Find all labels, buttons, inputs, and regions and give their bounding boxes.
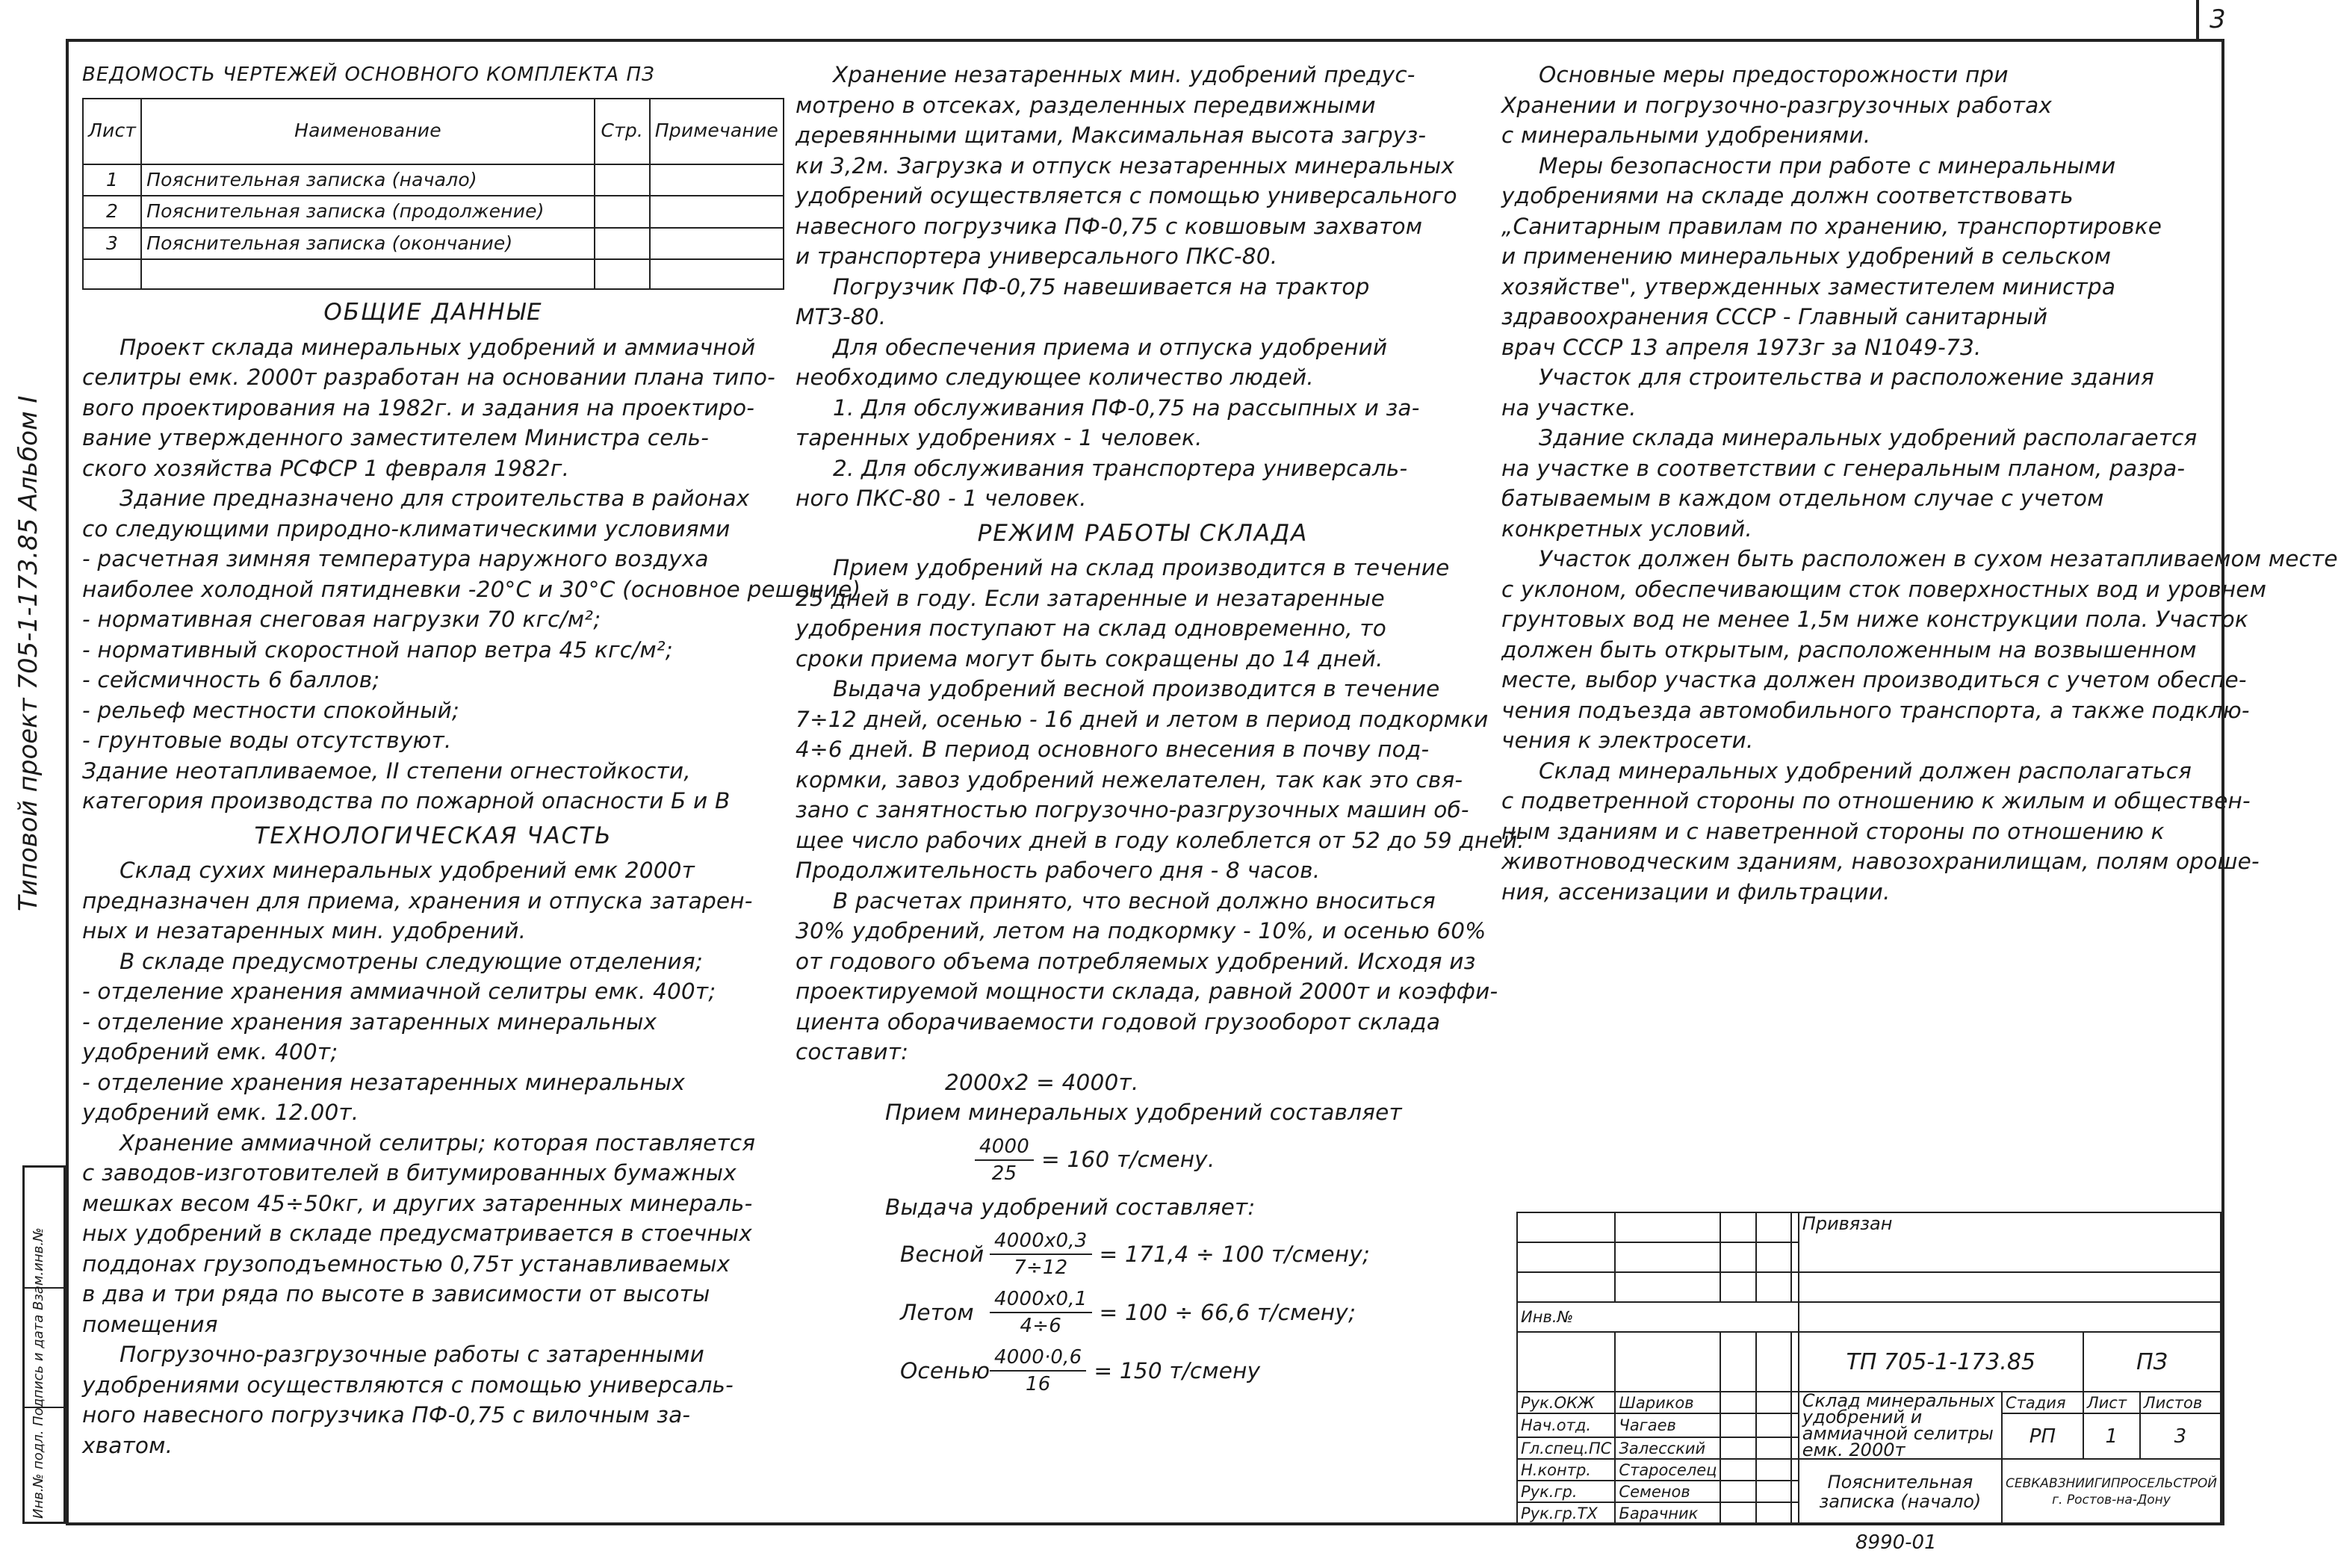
stamp-org: СЕВКАВЗНИИГИПРОСЕЛЬСТРОЙ г. Ростов-на-Дону xyxy=(2002,1459,2221,1524)
text-line: мотрено в отсеках, разделенных передвижными xyxy=(796,92,1376,118)
text-line: удобрениями на складе должн соответствовать xyxy=(1501,183,2074,208)
text-line: ным зданиям и с наветренной стороны по отношению к xyxy=(1501,818,2165,844)
text-line: предназначен для приема, хранения и отпуска затарен- xyxy=(82,887,753,914)
heading-mode: РЕЖИМ РАБОТЫ СКЛАДА xyxy=(977,519,1309,547)
text-line: поддонах грузоподъемностью 0,75т устанавливаемых xyxy=(82,1251,731,1277)
column-middle xyxy=(796,60,1525,1403)
text-line: Прием удобрений на склад производится в течение xyxy=(833,555,1450,580)
th-note: Примечание xyxy=(650,99,784,164)
text-line: Погрузочно-разгрузочные работы с затаренными xyxy=(120,1342,704,1367)
table-caption: ВЕДОМОСТЬ ЧЕРТЕЖЕЙ ОСНОВНОГО КОМПЛЕКТА ПЗ xyxy=(82,63,655,86)
side-stamp-text: Инв.№ подл. Подпись и дата Взам.инв.№ xyxy=(31,1227,46,1519)
text-line: щее число рабочих дней в году колеблется от 52 до 59 дней. xyxy=(796,827,1525,853)
text-line: сроки приема могут быть сокращены до 14 дней. xyxy=(796,645,1383,672)
text-line: Основные меры предосторожности при xyxy=(1539,62,2009,87)
text-line: Продолжительность рабочего дня - 8 часов. xyxy=(796,858,1321,883)
stamp-privyazan: Привязан xyxy=(1799,1212,2221,1272)
text-line: 1. Для обслуживания ПФ-0,75 на рассыпных и за- xyxy=(833,394,1420,421)
text-line: Здание предназначено для строительства в районах xyxy=(120,486,750,511)
text-line: чения подъезда автомобильного транспорта, а также подклю- xyxy=(1501,697,2250,723)
calc-receive-label: Прием минеральных удобрений составляет xyxy=(885,1100,1402,1125)
text-line: Погрузчик ПФ-0,75 навешивается на трактор xyxy=(833,273,1370,300)
stamp-stage: РП xyxy=(2002,1413,2083,1459)
text-line: навесного погрузчика ПФ-0,75 с ковшовым захватом xyxy=(796,213,1423,239)
text-line: Меры безопасности при работе с минеральными xyxy=(1539,152,2116,179)
text-line: ных и незатаренных мин. удобрений. xyxy=(82,918,527,943)
text-line: удобрений емк. 400т; xyxy=(82,1039,338,1065)
text-line: 30% удобрений, летом на подкормку - 10%, и осенью 60% xyxy=(796,918,1486,943)
table-row: 1 Пояснительная записка (начало) xyxy=(83,164,784,196)
column-right xyxy=(1501,60,2338,907)
text-line: вание утвержденного заместителем Министра сель- xyxy=(82,425,710,450)
heading-general: ОБЩИЕ ДАННЫЕ xyxy=(323,299,543,326)
stamp-inv: Инв.№ xyxy=(1517,1302,1799,1332)
mode-text xyxy=(796,553,1525,1067)
text-line: удобрения поступают на склад одновременно, то xyxy=(796,616,1387,641)
side-label xyxy=(0,105,51,926)
formula-spring: Весной $\frac{4000х0,3}{7\div 12}$ = 171,4 ÷ 100 т/смену; xyxy=(900,1230,1371,1279)
text-line: деревянными щитами, Максимальная высота загруз- xyxy=(796,123,1427,148)
text-line: МТЗ-80. xyxy=(796,304,887,329)
general-text xyxy=(82,332,861,816)
text-line: ного ПКС-80 - 1 человек. xyxy=(796,486,1087,511)
side-label-text: Типовой проект 705-1-173.85 Альбом I xyxy=(13,395,43,911)
text-line: со следующими природно-климатическими условиями xyxy=(82,515,731,542)
calc-issue-label: Выдача удобрений составляет: xyxy=(885,1194,1256,1220)
text-line: Участок должен быть расположен в сухом незатапливаемом месте xyxy=(1539,546,2338,571)
text-line: удобрений осуществляется с помощью универсального xyxy=(796,183,1457,208)
text-line: - грунтовые воды отсутствуют. xyxy=(82,728,452,753)
text-line: 2. Для обслуживания транспортера универсаль- xyxy=(833,455,1408,481)
text-line: Здание склада минеральных удобрений располагается xyxy=(1539,425,2198,450)
calc-total: 2000х2 = 4000т. xyxy=(945,1069,1139,1095)
text-line: „Санитарным правилам по хранению, транспортировке xyxy=(1501,213,2162,239)
text-line: на участке в соответствии с генеральным планом, разра- xyxy=(1501,455,2186,481)
text-line: - отделение хранения аммиачной селитры емк. 400т; xyxy=(82,979,716,1004)
text-line: - отделение хранения затаренных минеральных xyxy=(82,1008,657,1035)
text-line: селитры емк. 2000т разработан на основании плана типо- xyxy=(82,365,775,390)
text-line: ного навесного погрузчика ПФ-0,75 с вилочным за- xyxy=(82,1402,691,1428)
text-line: с заводов-изготовителей в битумированных бумажных xyxy=(82,1160,737,1186)
text-line: с подветренной стороны по отношению к жилым и обществен- xyxy=(1501,788,2251,814)
storage-text xyxy=(796,60,1490,514)
text-line: врач СССР 13 апреля 1973г за N1049-73. xyxy=(1501,334,1982,360)
text-line: Склад сухих минеральных удобрений емк 2000т xyxy=(120,858,695,883)
text-line: В расчетах принято, что весной должно вноситься xyxy=(833,887,1436,914)
text-line: Хранении и погрузочно-разгрузочных работах xyxy=(1501,92,2053,118)
text-line: составит: xyxy=(796,1039,909,1065)
stamp-part: ПЗ xyxy=(2083,1332,2221,1392)
text-line: вого проектирования на 1982г. и задания на проектиро- xyxy=(82,394,755,421)
text-line: - отделение хранения незатаренных минеральных xyxy=(82,1069,686,1095)
stamp-doc: Пояснительная записка (начало) xyxy=(1799,1459,2002,1524)
text-line: необходимо следующее количество людей. xyxy=(796,365,1314,390)
text-line: животноводческим зданиям, навозохранилищам, полям ороше- xyxy=(1501,849,2260,874)
text-line: В складе предусмотрены следующие отделения; xyxy=(120,948,703,974)
text-line: грунтовых вод не менее 1,5м ниже конструкции пола. Участок xyxy=(1501,607,2248,632)
table-row: 2 Пояснительная записка (продолжение) xyxy=(83,196,784,228)
text-line: хватом. xyxy=(82,1432,173,1458)
formula-autumn: Осенью $\frac{4000\cdot 0,6}{16}$ = 150 т/смену xyxy=(900,1346,1261,1395)
text-line: - расчетная зимняя температура наружного воздуха xyxy=(82,546,709,571)
archive-number: 8990-01 xyxy=(1855,1531,1937,1554)
text-line: кормки, завоз удобрений нежелателен, так как это свя- xyxy=(796,766,1463,793)
side-stamp xyxy=(22,1165,66,1524)
text-line: мешках весом 45÷50кг, и других затаренных минераль- xyxy=(82,1190,753,1216)
text-line: 25 дней в году. Если затаренные и незатаренные xyxy=(796,585,1385,611)
text-line: с минеральными удобрениями. xyxy=(1501,123,1871,148)
text-line: на участке. xyxy=(1501,394,1637,421)
stamp-code: ТП 705-1-173.85 xyxy=(1799,1332,2083,1392)
text-line: наиболее холодной пятидневки -20°С и 30°С (основное решение) xyxy=(82,576,861,602)
title-block: Привязан Инв.№ ТП 705-1-173.85 ПЗ Рук.ОКЖ Шариков Склад минеральных удобрений и аммиачной селитры емк. 2000т Стадия Лист Листов Нач.отд. Чагаев РП 1 3 Гл.спец.ПС Залесский Н.контр. Староселец Пояснительная записка (начало) СЕВКАВЗНИИГИПРОСЕЛЬСТРОЙ г. Ростов-на-Дону Рук.гр. Семенов Рук.гр.ТХ Барачник xyxy=(1516,1212,2221,1522)
text-line: Участок для строительства и расположение здания xyxy=(1539,365,2154,390)
text-line: ки 3,2м. Загрузка и отпуск незатаренных минеральных xyxy=(796,152,1455,179)
text-line: Проект склада минеральных удобрений и аммиачной xyxy=(120,334,756,360)
text-line: хозяйстве", утвержденных заместителем министра xyxy=(1501,273,2116,300)
text-line: циента оборачиваемости годовой грузооборот склада xyxy=(796,1008,1441,1035)
sheet-number: 3 xyxy=(2210,4,2226,34)
stamp-sheets: 3 xyxy=(2140,1413,2221,1459)
text-line: конкретных условий. xyxy=(1501,515,1752,542)
table-row: 3 Пояснительная записка (окончание) xyxy=(83,228,784,260)
formula-summer: Летом $\frac{4000х0,1}{4\div 6}$ = 100 ÷ 66,6 т/смену; xyxy=(900,1288,1356,1337)
text-line: удобрений емк. 12.00т. xyxy=(82,1100,359,1125)
text-line: зано с занятностью погрузочно-разгрузочных машин об- xyxy=(796,797,1469,822)
text-line: - рельеф местности спокойный; xyxy=(82,697,460,723)
text-line: таренных удобрениях - 1 человек. xyxy=(796,425,1203,450)
tech-text xyxy=(82,855,784,1460)
text-line: проектируемой мощности склада, равной 2000т и коэффи- xyxy=(796,979,1498,1004)
th-name: Наименование xyxy=(141,99,595,164)
text-line: помещения xyxy=(82,1311,218,1337)
text-line: Хранение незатаренных мин. удобрений предус- xyxy=(833,62,1415,87)
text-line: категория производства по пожарной опасности Б и В xyxy=(82,788,731,814)
formula-receive: $\frac{4000}{25}$ = 160 т/смену. xyxy=(796,1134,1490,1186)
text-line: от годового объема потребляемых удобрений. Исходя из xyxy=(796,948,1476,974)
text-line: - нормативный скоростной напор ветра 45 кгс/м²; xyxy=(82,636,673,663)
text-line: Хранение аммиачной селитры; которая поставляется xyxy=(120,1129,756,1156)
text-line: и применению минеральных удобрений в сельском xyxy=(1501,244,2112,269)
text-line: здравоохранения СССР - Главный санитарный xyxy=(1501,304,2048,329)
sheet-divider xyxy=(2196,0,2199,39)
text-line: батываемым в каждом отдельном случае с учетом xyxy=(1501,486,2104,511)
text-line: чения к электросети. xyxy=(1501,728,1754,753)
heading-tech: ТЕХНОЛОГИЧЕСКАЯ ЧАСТЬ xyxy=(254,822,613,849)
text-line: и транспортера универсального ПКС-80. xyxy=(796,244,1278,269)
stamp-sheet: 1 xyxy=(2083,1413,2140,1459)
text-line: ния, ассенизации и фильтрации. xyxy=(1501,878,1891,905)
th-sheet: Лист xyxy=(83,99,141,164)
text-line: ского хозяйства РСФСР 1 февраля 1982г. xyxy=(82,455,570,481)
text-line: - сейсмичность 6 баллов; xyxy=(82,667,380,692)
text-line: удобрениями осуществляются с помощью универсаль- xyxy=(82,1372,734,1398)
text-line: - нормативная снеговая нагрузки 70 кгс/м²; xyxy=(82,607,601,632)
table-row xyxy=(83,259,784,289)
drawings-table xyxy=(82,98,784,291)
text-line: Выдача удобрений весной производится в течение xyxy=(833,676,1440,701)
text-line: в два и три ряда по высоте в зависимости от высоты xyxy=(82,1281,710,1307)
text-line: с уклоном, обеспечивающим сток поверхностных вод и уровнем xyxy=(1501,576,2267,602)
stamp-object: Склад минеральных удобрений и аммиачной селитры емк. 2000т xyxy=(1799,1392,2002,1459)
text-line: Для обеспечения приема и отпуска удобрений xyxy=(833,334,1388,360)
text-line: должен быть открытым, расположенным на возвышенном xyxy=(1501,636,2197,663)
text-line: Склад минеральных удобрений должен располагаться xyxy=(1539,757,2192,784)
text-line: месте, выбор участка должен производиться с учетом обеспе- xyxy=(1501,667,2247,692)
safety-text xyxy=(1501,60,2338,907)
text-line: 4÷6 дней. В период основного внесения в почву под- xyxy=(796,737,1430,762)
text-line: Здание неотапливаемое, II степени огнестойкости, xyxy=(82,757,691,784)
th-page: Стр. xyxy=(595,99,650,164)
text-line: 7÷12 дней, осенью - 16 дней и летом в период подкормки xyxy=(796,706,1489,732)
text-line: ных удобрений в складе предусматривается в стоечных xyxy=(82,1221,752,1246)
